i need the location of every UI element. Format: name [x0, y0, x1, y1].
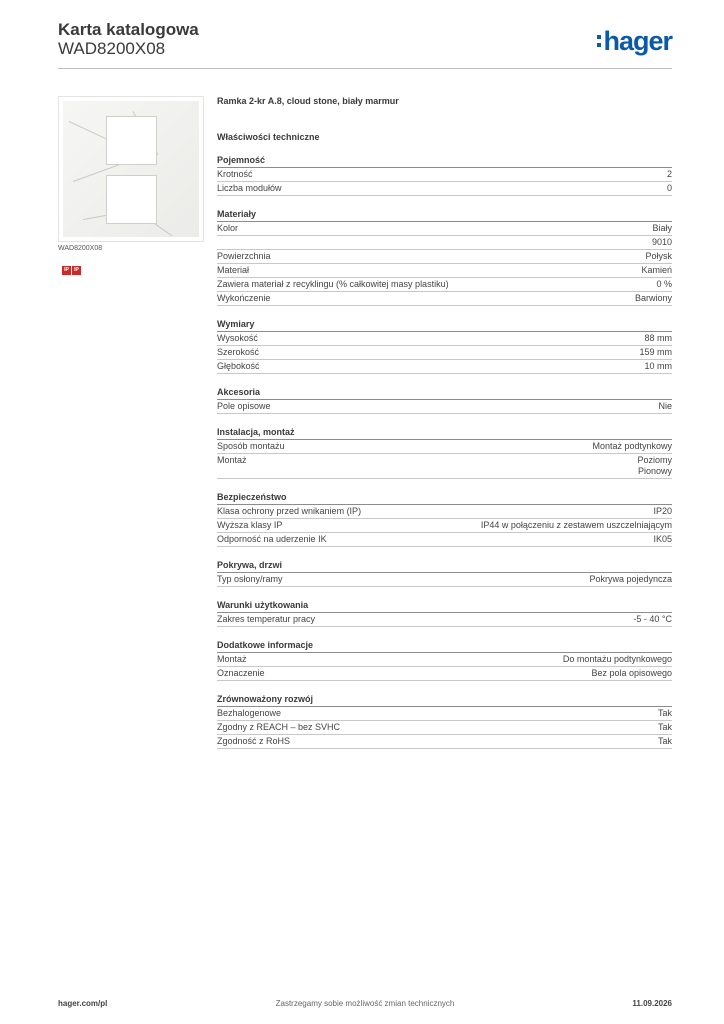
spec-label: Wyższa klasy IP: [217, 520, 283, 530]
spec-section: [217, 492, 672, 547]
spec-value-line: Pionowy: [637, 466, 672, 476]
spec-row: [217, 278, 672, 292]
section-title: Zrównoważony rozwój: [217, 694, 672, 707]
spec-value: [633, 614, 672, 625]
logo-text: hager: [603, 25, 672, 56]
spec-row: [217, 505, 672, 519]
spec-label: Powierzchnia: [217, 251, 271, 261]
spec-section: [217, 319, 672, 374]
product-code: WAD8200X08: [58, 39, 166, 58]
footer-date: 11.09.2026: [632, 999, 672, 1008]
spec-value-line: Tak: [657, 722, 672, 732]
spec-value: [656, 279, 672, 290]
spec-row: [217, 168, 672, 182]
spec-label: Wysokość: [217, 333, 258, 343]
ip-rating-icon: [62, 266, 81, 275]
spec-value-line: 9010: [651, 237, 672, 247]
page-header: [58, 20, 672, 69]
spec-value-line: 88 mm: [644, 333, 672, 343]
spec-row: [217, 292, 672, 306]
spec-value-line: Tak: [657, 736, 672, 746]
spec-row: [217, 735, 672, 749]
spec-row: [217, 573, 672, 587]
spec-value: [645, 251, 672, 262]
spec-label: Wykończenie: [217, 293, 271, 303]
spec-label: Zawiera materiał z recyklingu (% całkowitej masy plastiku): [217, 279, 449, 289]
spec-row: [217, 264, 672, 278]
spec-sections: [217, 155, 672, 749]
spec-value-line: 0: [666, 183, 672, 193]
product-name: Ramka 2-kr A.8, cloud stone, biały marmur: [217, 96, 399, 106]
spec-value-line: Do montażu podtynkowego: [562, 654, 672, 664]
spec-label: Szerokość: [217, 347, 260, 357]
spec-row: [217, 222, 672, 236]
technical-specs: [217, 96, 672, 749]
spec-value-line: Barwiony: [634, 293, 672, 303]
spec-label: Montaż: [217, 455, 247, 465]
spec-value: [667, 169, 672, 180]
section-title: Wymiary: [217, 319, 672, 332]
ip-badge-2: IP: [72, 266, 81, 275]
section-title: Pokrywa, drzwi: [217, 560, 672, 573]
section-title: Materiały: [217, 209, 672, 222]
section-title: Warunki użytkowania: [217, 600, 672, 613]
section-title: Bezpieczeństwo: [217, 492, 672, 505]
spec-value: [589, 574, 672, 585]
spec-label: Głębokość: [217, 361, 260, 371]
spec-label: Odporność na uderzenie IK: [217, 534, 327, 544]
spec-label: Typ osłony/ramy: [217, 574, 283, 584]
spec-value: [658, 401, 672, 412]
spec-row: [217, 182, 672, 196]
spec-value: [641, 265, 672, 276]
spec-row: [217, 454, 672, 479]
ip-badge-1: IP: [62, 266, 71, 275]
spec-section: [217, 560, 672, 587]
spec-value: [652, 237, 672, 248]
spec-label: Kolor: [217, 223, 239, 233]
spec-row: [217, 707, 672, 721]
spec-value-line: Tak: [657, 708, 672, 718]
spec-section: [217, 387, 672, 414]
spec-value-line: 159 mm: [639, 347, 672, 357]
spec-row: [217, 250, 672, 264]
spec-label: Zakres temperatur pracy: [217, 614, 316, 624]
spec-value-line: Montaż podtynkowy: [592, 441, 672, 451]
spec-label: Krotność: [217, 169, 253, 179]
spec-value-line: Biały: [652, 223, 672, 233]
spec-value-line: 2: [666, 169, 672, 179]
spec-value-line: Pokrywa pojedyncza: [589, 574, 672, 584]
spec-row: [217, 653, 672, 667]
spec-value: [644, 333, 672, 344]
spec-value: [653, 506, 672, 517]
hager-logo[interactable]: [597, 26, 672, 56]
section-title: Instalacja, montaż: [217, 427, 672, 440]
spec-row: [217, 360, 672, 374]
spec-row: [217, 613, 672, 627]
spec-value: [481, 520, 672, 531]
spec-value: [667, 183, 672, 194]
spec-section: [217, 600, 672, 627]
section-title: Pojemność: [217, 155, 672, 168]
spec-label: Zgodność z RoHS: [217, 736, 291, 746]
spec-row: [217, 346, 672, 360]
spec-row: [217, 533, 672, 547]
document-title: Karta katalogowa: [58, 20, 199, 39]
spec-row: [217, 667, 672, 681]
spec-section: [217, 155, 672, 196]
spec-value: [652, 223, 672, 234]
spec-row: [217, 332, 672, 346]
spec-section: [217, 640, 672, 681]
spec-value-line: 0 %: [656, 279, 672, 289]
spec-row: [217, 721, 672, 735]
spec-row: [217, 519, 672, 533]
spec-label: Klasa ochrony przed wnikaniem (IP): [217, 506, 362, 516]
spec-value: [639, 347, 672, 358]
spec-label: Materiał: [217, 265, 250, 275]
spec-value-line: Poziomy: [637, 455, 672, 465]
spec-value-line: IP20: [653, 506, 672, 516]
spec-value: [644, 361, 672, 372]
spec-value: [658, 708, 672, 719]
spec-section: [217, 209, 672, 306]
spec-value-line: 10 mm: [644, 361, 672, 371]
logo-dots-icon: [597, 33, 601, 49]
section-title: Akcesoria: [217, 387, 672, 400]
spec-section: [217, 694, 672, 749]
spec-value-line: Nie: [658, 401, 672, 411]
spec-value-line: -5 - 40 °C: [633, 614, 672, 624]
properties-title: Właściwości techniczne: [217, 132, 320, 142]
spec-value: [592, 441, 672, 452]
spec-value: [637, 455, 672, 477]
footer-notice: Zastrzegamy sobie możliwość zmian technicznych: [275, 999, 455, 1008]
spec-value: [658, 736, 672, 747]
spec-value-line: IP44 w połączeniu z zestawem uszczelniającym: [480, 520, 672, 530]
spec-value: [658, 722, 672, 733]
spec-label: Zgodny z REACH – bez SVHC: [217, 722, 341, 732]
spec-value: [563, 654, 672, 665]
spec-value-line: Połysk: [645, 251, 672, 261]
section-title: Dodatkowe informacje: [217, 640, 672, 653]
spec-label: Pole opisowe: [217, 401, 271, 411]
spec-label: Montaż: [217, 654, 247, 664]
spec-row: [217, 440, 672, 454]
product-image: [58, 96, 204, 242]
spec-section: [217, 427, 672, 479]
spec-value: [653, 534, 672, 545]
image-caption: WAD8200X08: [58, 245, 103, 252]
spec-label: [217, 237, 227, 248]
spec-value-line: Bez pola opisowego: [591, 668, 672, 678]
spec-row: [217, 400, 672, 414]
spec-value-line: IK05: [653, 534, 672, 544]
spec-value: [635, 293, 672, 304]
spec-row: [217, 236, 672, 250]
spec-value-line: Kamień: [641, 265, 672, 275]
frame-picture: [63, 101, 199, 237]
spec-value: [591, 668, 672, 679]
spec-label: Sposób montażu: [217, 441, 285, 451]
footer-website-link[interactable]: hager.com/pl: [58, 999, 108, 1008]
spec-label: Bezhalogenowe: [217, 708, 282, 718]
spec-label: Oznaczenie: [217, 668, 265, 678]
spec-label: Liczba modułów: [217, 183, 282, 193]
